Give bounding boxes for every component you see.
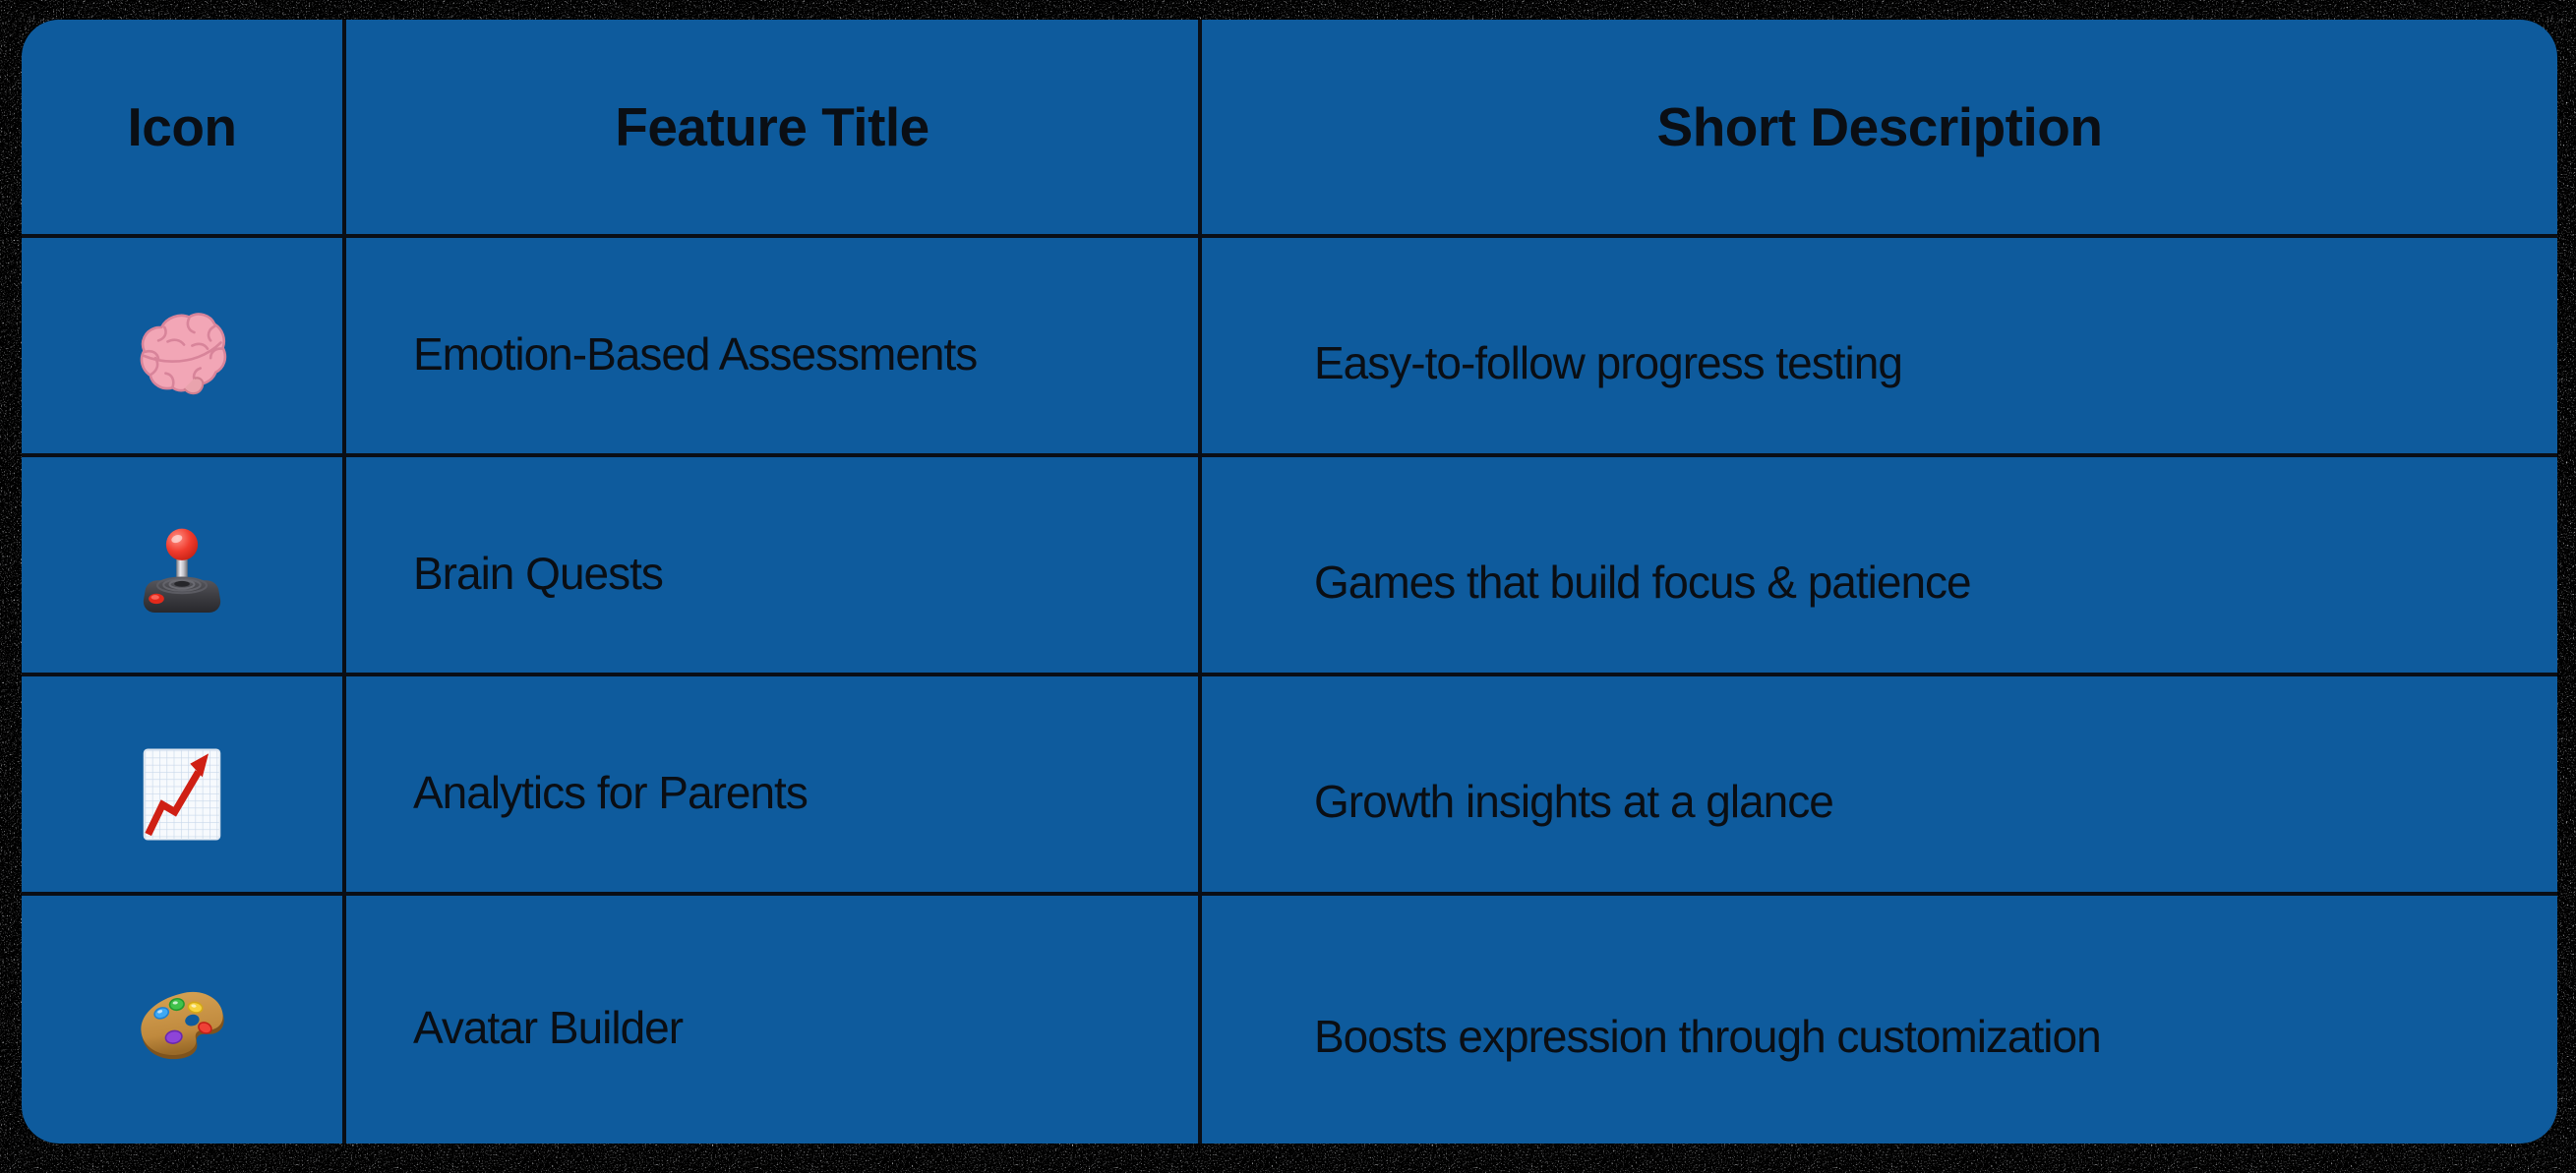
table-row-analytics-for-parents xyxy=(22,676,2557,896)
icon-cell xyxy=(22,896,346,1144)
feature-table xyxy=(22,20,2557,1144)
header-cell-feature-title xyxy=(346,20,1202,234)
table-header-row xyxy=(22,20,2557,238)
short-description-text: Easy-to-follow progress testing xyxy=(1314,336,1902,388)
table-row-avatar-builder xyxy=(22,896,2557,1144)
artist-palette-icon xyxy=(131,978,233,1081)
feature-title-cell xyxy=(346,896,1202,1144)
short-description-text: Games that build focus & patience xyxy=(1314,556,1971,608)
short-description-text: Boosts expression through customization xyxy=(1314,1011,2101,1062)
header-label-short-description: Short Description xyxy=(1656,96,2103,157)
feature-title-cell xyxy=(346,457,1202,673)
feature-title-text: Brain Quests xyxy=(413,547,663,599)
feature-title-text: Avatar Builder xyxy=(413,1002,684,1053)
joystick-icon xyxy=(131,524,233,626)
icon-cell xyxy=(22,238,346,453)
chart-increasing-icon xyxy=(131,743,233,846)
header-label-icon: Icon xyxy=(127,96,237,157)
icon-cell xyxy=(22,457,346,673)
short-description-cell xyxy=(1202,238,2557,453)
short-description-cell xyxy=(1202,676,2557,892)
feature-title-text: Analytics for Parents xyxy=(413,766,808,818)
feature-title-cell xyxy=(346,676,1202,892)
brain-icon xyxy=(131,305,233,407)
feature-title-text: Emotion-Based Assessments xyxy=(413,327,978,380)
short-description-cell xyxy=(1202,457,2557,673)
table-row-emotion-based-assessments xyxy=(22,238,2557,457)
header-cell-short-description xyxy=(1202,20,2557,234)
table-row-brain-quests xyxy=(22,457,2557,676)
short-description-text: Growth insights at a glance xyxy=(1314,775,1833,827)
icon-cell xyxy=(22,676,346,892)
header-label-feature-title: Feature Title xyxy=(615,96,929,157)
short-description-cell xyxy=(1202,896,2557,1144)
header-cell-icon xyxy=(22,20,346,234)
feature-title-cell xyxy=(346,238,1202,453)
